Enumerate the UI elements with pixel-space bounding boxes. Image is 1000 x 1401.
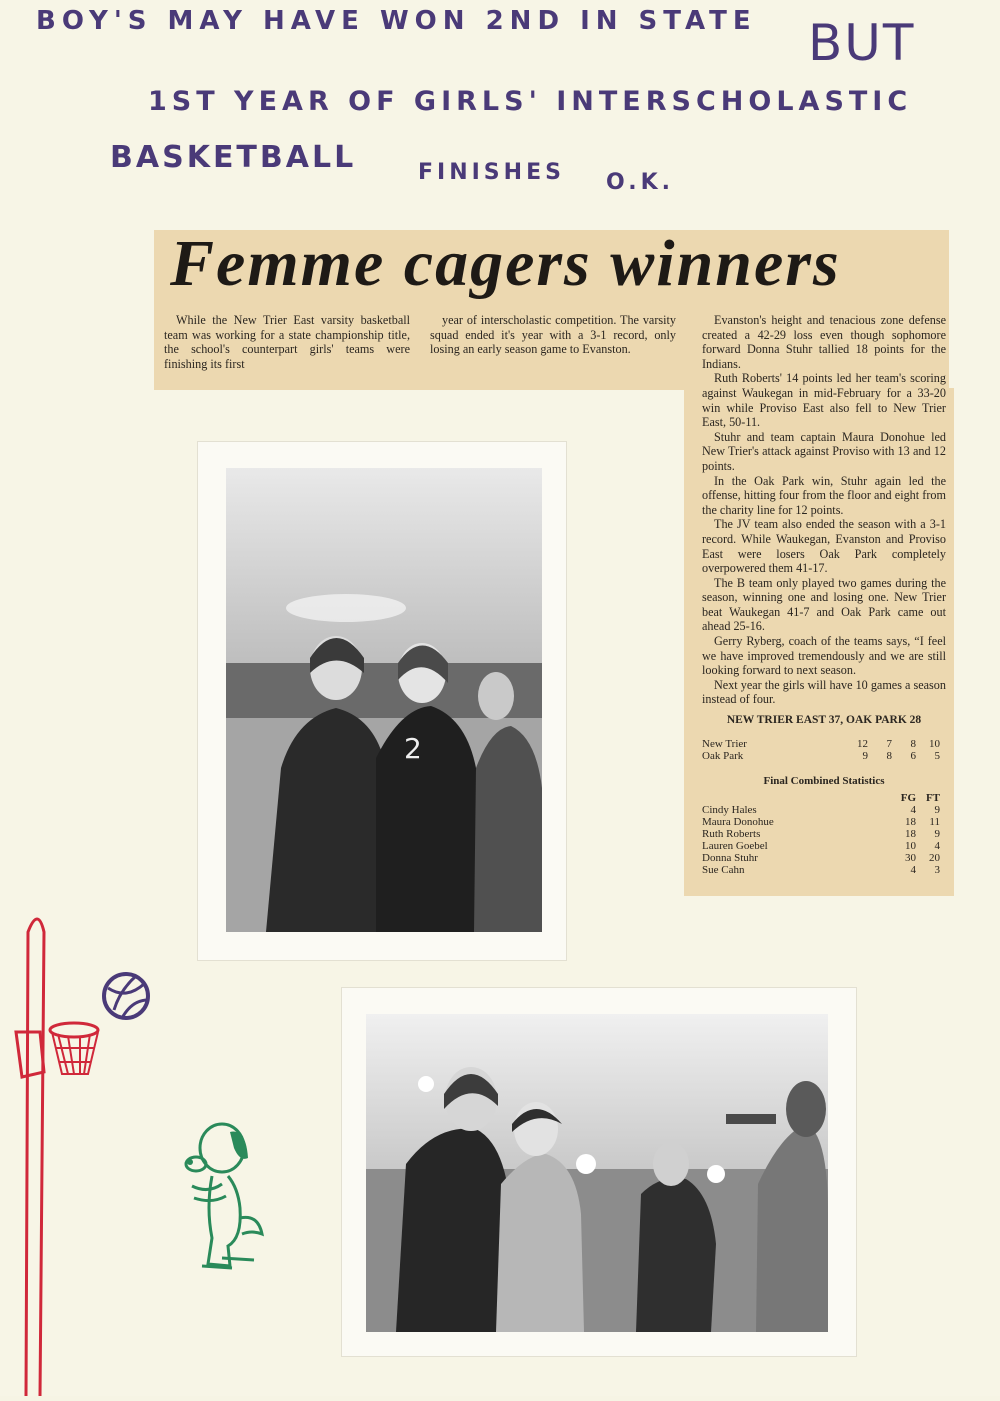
basketball-hoop-drawing	[14, 912, 114, 1396]
player-name: Ruth Roberts	[702, 828, 761, 841]
team-name: Oak Park	[702, 749, 744, 762]
player-ft: 9	[934, 828, 940, 841]
quarter-score: 6	[910, 749, 916, 762]
handwritten-line-2: 1ST YEAR OF GIRLS' INTERSCHOLASTIC	[148, 86, 913, 117]
photo-players-1	[226, 468, 542, 932]
team-name: New Trier	[702, 737, 747, 750]
stats-row	[702, 864, 940, 876]
column-3-paragraph: Ruth Roberts' 14 points led her team's scoring against Waukegan in mid-February for a 33-20 win while Proviso East also fell to New Trier East, 50-11.	[702, 371, 946, 430]
player-name: Cindy Hales	[702, 804, 757, 817]
player-fg: 18	[905, 828, 916, 841]
quarter-score: 8	[910, 737, 916, 750]
stats-row	[702, 852, 940, 864]
photo-players-1-image	[226, 468, 542, 932]
player-ft: 11	[929, 816, 940, 829]
stats-col-ft: FT	[925, 792, 940, 805]
box-score-row	[702, 750, 940, 762]
column-3-paragraph: The B team only played two games during the season, winning one and losing one. New Trier beat Waukegan 41-7 and Oak Park came out ahead 25-16.	[702, 575, 946, 634]
box-score-table	[702, 738, 940, 762]
handwritten-but: BUT	[808, 14, 916, 72]
clipping-column-2	[430, 313, 676, 357]
player-ft: 9	[934, 804, 940, 817]
box-score-row	[702, 738, 940, 750]
stats-col-fg: FG	[900, 792, 916, 805]
quarter-score: 8	[886, 749, 892, 762]
column-3-paragraph: Evanston's height and tenacious zone defense created a 42-29 loss even though sophomore forward Donna Stuhr tallied 18 points for the Indians.	[702, 313, 946, 371]
column-1-text: While the New Trier East varsity basketball team was working for a state championship title, the school's counterpart girls' teams were finishing its first	[164, 313, 410, 371]
dog-cartoon-icon	[182, 1118, 272, 1278]
column-2-text: year of interscholastic competition. The varsity squad ended it's year with a 3-1 record, only losing an early season game to Evanston.	[430, 313, 676, 357]
player-fg: 30	[905, 852, 916, 865]
stats-header-blank	[702, 792, 892, 804]
hoop-icon	[14, 912, 114, 1396]
player-name: Maura Donohue	[702, 816, 774, 829]
player-fg: 18	[905, 816, 916, 829]
quarter-score: 9	[862, 749, 868, 762]
player-name: Sue Cahn	[702, 864, 745, 877]
column-3-paragraph: In the Oak Park win, Stuhr again led the offense, hitting four from the floor and eight from the charity line for 12 points.	[702, 473, 946, 517]
stats-header-row	[702, 792, 940, 804]
photo-players-2	[366, 1014, 828, 1332]
stats-row	[702, 816, 940, 828]
stats-row	[702, 804, 940, 816]
player-name: Lauren Goebel	[702, 840, 768, 853]
player-ft: 3	[934, 864, 940, 877]
player-ft: 4	[934, 840, 940, 853]
quarter-score: 12	[857, 737, 868, 750]
player-fg: 4	[910, 864, 916, 877]
column-3-paragraph: Next year the girls will have 10 games a season instead of four.	[702, 677, 946, 707]
column-3-paragraph: The JV team also ended the season with a 3-1 record. While Waukegan, Evanston and Proviso East were losers Oak Park completely overpowered them 41-17.	[702, 517, 946, 576]
quarter-score: 5	[934, 749, 940, 762]
handwritten-line-1: BOY'S MAY HAVE WON 2ND IN STATE	[36, 6, 757, 36]
clipping-column-1	[164, 313, 410, 371]
stats-row	[702, 828, 940, 840]
handwritten-line-3c: O.K.	[606, 170, 674, 195]
stats-row	[702, 840, 940, 852]
handwritten-line-3b: FINISHES	[418, 160, 565, 185]
column-3-paragraph: Gerry Ryberg, coach of the teams says, “I feel we have improved tremendously and we are still looking forward to next season.	[702, 634, 946, 678]
basketball-icon	[100, 970, 152, 1022]
quarter-score: 10	[929, 737, 940, 750]
clipping-headline: Femme cagers winners	[170, 227, 841, 300]
stats-table	[702, 792, 940, 876]
photo-players-2-image	[366, 1014, 828, 1332]
svg-text:2: 2	[404, 732, 422, 765]
player-fg: 4	[910, 804, 916, 817]
quarter-score: 7	[886, 737, 892, 750]
player-fg: 10	[905, 840, 916, 853]
box-score-heading: NEW TRIER EAST 37, OAK PARK 28	[726, 714, 922, 727]
player-name: Donna Stuhr	[702, 852, 758, 865]
column-3-paragraph: Stuhr and team captain Maura Donohue led New Trier's attack against Proviso with 13 and 12 points.	[702, 429, 946, 473]
handwritten-line-3: BASKETBALL	[110, 140, 357, 175]
stats-title: Final Combined Statistics	[763, 774, 885, 787]
player-ft: 20	[929, 852, 940, 865]
clipping-column-3	[702, 313, 946, 876]
